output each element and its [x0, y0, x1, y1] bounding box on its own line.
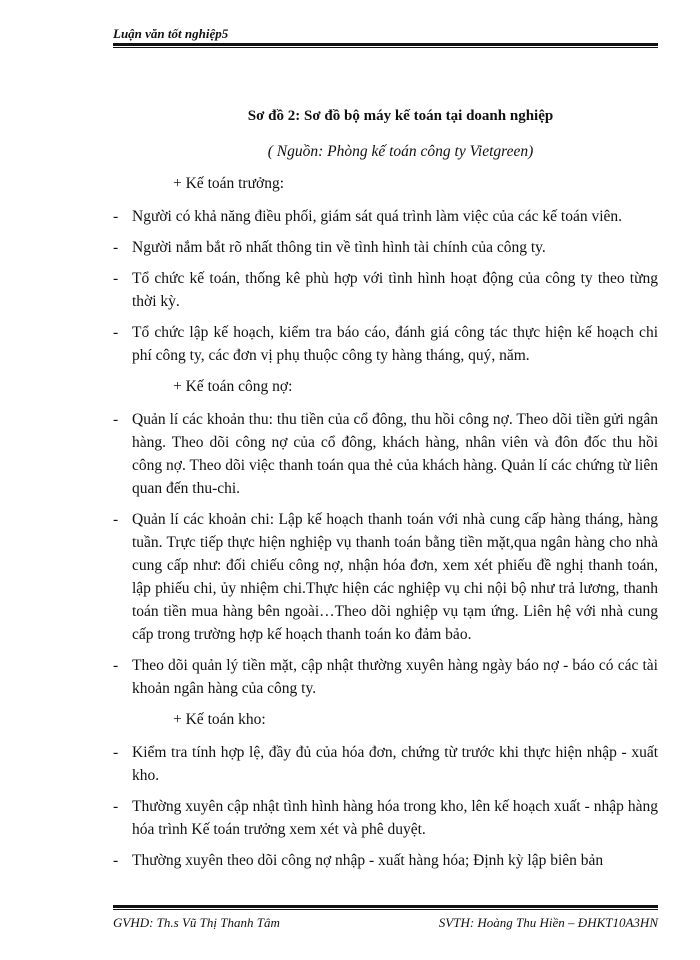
list-item	[113, 267, 658, 313]
section-ke-toan-cong-no	[113, 375, 658, 700]
dash-bullet: -	[113, 208, 119, 225]
diagram-title: Sơ đồ 2: Sơ đồ bộ máy kế toán tại doanh nghiệp	[247, 108, 554, 124]
page-content	[113, 105, 658, 880]
list-item-text: Người có khả năng điều phối, giám sát quá trình làm việc của các kế toán viên.	[132, 208, 623, 225]
section-ke-toan-kho	[113, 708, 658, 872]
footer-student: SVTH: Hoàng Thu Hiền – ĐHKT10A3HN	[438, 915, 658, 930]
list-item-text: Người nắm bắt rõ nhất thông tin về tình hình tài chính của công ty.	[132, 239, 546, 256]
section-heading: + Kế toán công nợ:	[173, 378, 293, 395]
running-footer	[113, 915, 658, 931]
dash-bullet: -	[113, 411, 119, 428]
list-item	[113, 741, 658, 787]
list-item-text: Kiểm tra tính hợp lệ, đầy đủ của hóa đơn, chứng từ trước khi thực hiện nhập - xuất kho.	[132, 744, 658, 784]
dash-bullet: -	[113, 744, 119, 761]
list-item	[113, 795, 658, 841]
dash-bullet: -	[113, 239, 119, 256]
dash-bullet: -	[113, 852, 119, 869]
section-heading: + Kế toán kho:	[173, 711, 266, 728]
list-item	[113, 408, 658, 500]
list-item-text: Theo dõi quản lý tiền mặt, cập nhật thường xuyên hàng ngày báo nợ - báo có các tài khoản ngân hàng của công ty.	[132, 657, 658, 697]
dash-bullet: -	[113, 324, 119, 341]
list-item	[113, 849, 658, 872]
list-item	[113, 508, 658, 646]
section-ke-toan-truong	[113, 172, 658, 367]
diagram-source: ( Nguồn: Phòng kế toán công ty Vietgreen)	[267, 143, 534, 160]
list-item-text: Tổ chức kế toán, thống kê phù hợp với tình hình hoạt động của công ty theo từng thời kỳ.	[132, 270, 658, 310]
list-item-text: Thường xuyên theo dõi công nợ nhập - xuất hàng hóa; Định kỳ lập biên bản	[132, 852, 604, 869]
dash-bullet: -	[113, 511, 119, 528]
list-item-text: Quản lí các khoản thu: thu tiền của cổ đông, thu hồi công nợ. Theo dõi tiền gửi ngân hàng. Theo dõi công nợ của cổ đông, khách hàng, nhân viên và đôn đốc thu hồi công nợ. Theo dõi việc thanh toán qua thẻ của khách hàng. Quản lí các chứng từ liên quan đến thu-chi.	[132, 411, 658, 497]
list-item-text: Quản lí các khoản chi: Lập kế hoạch thanh toán với nhà cung cấp hàng tháng, hàng tuần. Trực tiếp thực hiện nghiệp vụ thanh toán bằng tiền mặt,qua ngân hàng cho nhà cung cấp như: đối chiếu công nợ, nhận hóa đơn, xem xét phiếu đề nghị thanh toán, lập phiếu chi, ủy nhiệm chi.Thực hiện các nghiệp vụ chi nội bộ như trả lương, thanh toán tiền mua hàng bên ngoài…Theo dõi nghiệp vụ tạm ứng. Liên hệ với nhà cung cấp trong trường hợp kế hoạch thanh toán ko đảm bảo.	[132, 511, 658, 643]
running-header: Luận văn tốt nghiệp5	[113, 26, 229, 41]
section-heading: + Kế toán trưởng:	[173, 175, 284, 192]
list-item	[113, 654, 658, 700]
list-item	[113, 236, 658, 259]
list-item-text: Tổ chức lập kế hoạch, kiểm tra báo cáo, đánh giá công tác thực hiện kế hoạch chi phí công ty, các đơn vị phụ thuộc công ty hàng tháng, quý, năm.	[132, 324, 658, 364]
list-item	[113, 321, 658, 367]
footer-advisor: GVHD: Th.s Vũ Thị Thanh Tâm	[113, 915, 280, 930]
dash-bullet: -	[113, 657, 119, 674]
dash-bullet: -	[113, 798, 119, 815]
list-item	[113, 205, 658, 228]
footer-rule	[113, 905, 658, 910]
dash-bullet: -	[113, 270, 119, 287]
header-rule	[113, 43, 658, 48]
list-item-text: Thường xuyên cập nhật tình hình hàng hóa trong kho, lên kế hoạch xuất - nhập hàng hóa trình Kế toán trưởng xem xét và phê duyệt.	[132, 798, 658, 838]
